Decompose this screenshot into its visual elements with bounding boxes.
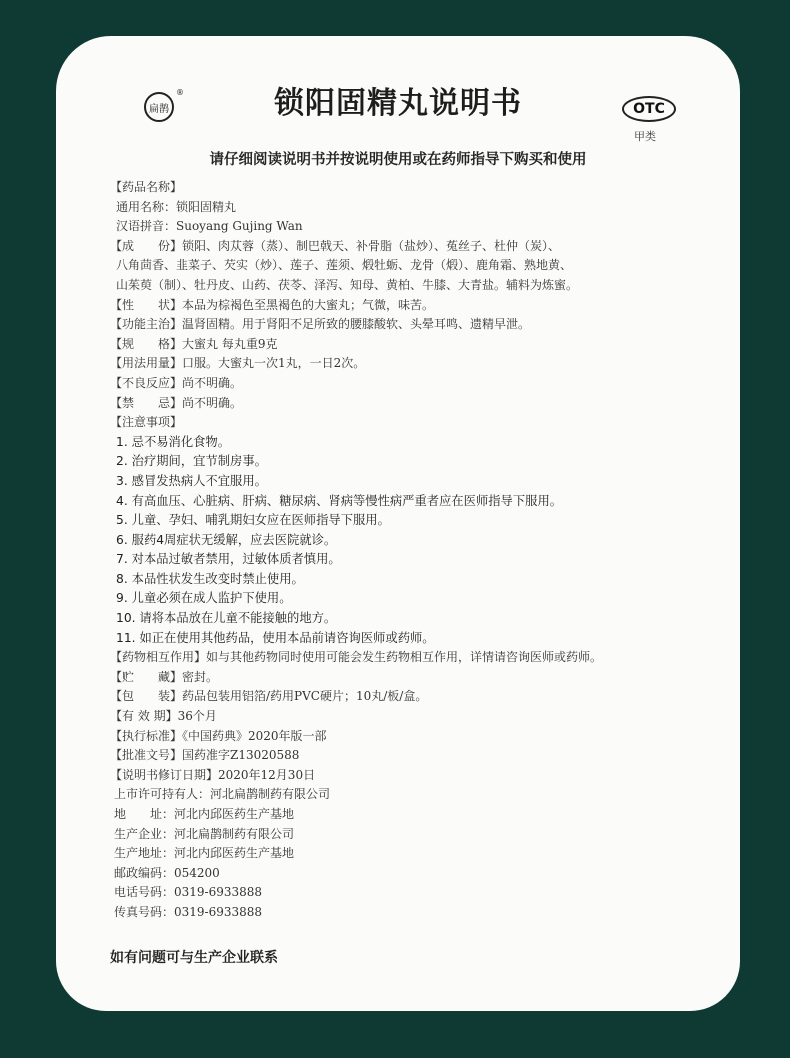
ingredients-line: 八角茴香、韭菜子、芡实（炒）、莲子、莲须、煅牡蛎、龙骨（煅）、鹿角霜、熟地黄、: [116, 258, 573, 273]
phone-number: 电话号码：0319-6933888: [114, 885, 263, 900]
pinyin-name: 汉语拼音：Suoyang Gujing Wan: [116, 219, 303, 234]
ingredients-line: 【成 份】锁阳、肉苁蓉（蒸）、制巴戟天、补骨脂（盐炒）、菟丝子、杜仲（炭）、: [110, 238, 561, 253]
contact-notice: 如有问题可与生产企业联系: [110, 950, 278, 966]
instruction-leaflet: [56, 36, 740, 1011]
precaution-item: 1. 忌不易消化食物。: [116, 434, 231, 449]
precaution-item: 5. 儿童、孕妇、哺乳期妇女应在医师指导下服用。: [116, 513, 390, 528]
otc-badge: OTC: [622, 96, 676, 122]
document-title: 锁阳固精丸说明书: [274, 86, 522, 121]
precaution-item: 9. 儿童必须在成人监护下使用。: [116, 591, 292, 606]
company-address: 地 址：河北内邱医药生产基地: [114, 807, 295, 821]
fax-number: 传真号码：0319-6933888: [114, 904, 263, 919]
brand-logo-glyph: 扁鹊: [149, 103, 169, 115]
license-holder: 上市许可持有人：河北扁鹊制药有限公司: [114, 787, 331, 802]
appearance-line: 【性 状】本品为棕褐色至黑褐色的大蜜丸；气微，味苦。: [110, 297, 435, 312]
manufacturer: 生产企业：河北扁鹊制药有限公司: [114, 826, 295, 841]
contraindications-line: 【禁 忌】尚不明确。: [110, 395, 243, 410]
precaution-item: 7. 对本品过敏者禁用，过敏体质者慎用。: [116, 552, 341, 567]
packaging-line: 【包 装】药品包装用铝箔/药用PVC硬片；10丸/板/盒。: [110, 689, 428, 704]
precaution-item: 11. 如正在使用其他药品，使用本品前请咨询医师或药师。: [116, 630, 435, 645]
precaution-item: 2. 治疗期间，宜节制房事。: [116, 454, 267, 469]
shelf-life-line: 【有 效 期】36个月: [110, 709, 217, 724]
standard-line: 【执行标准】《中国药典》2020年版一部: [110, 728, 327, 743]
revision-date-line: 【说明书修订日期】2020年12月30日: [110, 767, 316, 782]
otc-class-label: 甲类: [634, 130, 656, 143]
section-precautions: 【注意事项】: [110, 415, 183, 430]
interactions-line: 【药物相互作用】如与其他药物同时使用可能会发生药物相互作用，详情请咨询医师或药师。: [110, 650, 603, 665]
approval-number-line: 【批准文号】国药准字Z13020588: [110, 748, 300, 763]
dosage-line: 【用法用量】口服。大蜜丸一次1丸，一日2次。: [110, 356, 366, 371]
ingredients-line: 山茱萸（制）、牡丹皮、山药、茯苓、泽泻、知母、黄柏、牛膝、大青盐。辅料为炼蜜。: [116, 277, 579, 292]
postal-code: 邮政编码：054200: [114, 865, 220, 880]
generic-name: 通用名称：锁阳固精丸: [116, 199, 237, 214]
precaution-item: 4. 有高血压、心脏病、肝病、糖尿病、肾病等慢性病严重者应在医师指导下服用。: [116, 493, 563, 508]
storage-line: 【贮 藏】密封。: [110, 669, 219, 684]
production-address: 生产地址：河北内邱医药生产基地: [114, 846, 295, 861]
leaflet-body: [110, 178, 730, 923]
usage-notice: 请仔细阅读说明书并按说明使用或在药师指导下购买和使用: [209, 152, 587, 168]
indications-line: 【功能主治】温肾固精。用于肾阳不足所致的腰膝酸软、头晕耳鸣、遗精早泄。: [110, 317, 531, 332]
precaution-item: 10. 请将本品放在儿童不能接触的地方。: [116, 611, 337, 626]
section-drug-name: 【药品名称】: [110, 180, 183, 194]
registered-mark: ®: [176, 88, 184, 97]
precaution-item: 6. 服药4周症状无缓解，应去医院就诊。: [116, 532, 337, 547]
precaution-item: 3. 感冒发热病人不宜服用。: [116, 473, 267, 488]
precaution-item: 8. 本品性状发生改变时禁止使用。: [116, 571, 304, 586]
adverse-reactions-line: 【不良反应】尚不明确。: [110, 375, 243, 390]
specification-line: 【规 格】大蜜丸 每丸重9克: [110, 336, 278, 351]
